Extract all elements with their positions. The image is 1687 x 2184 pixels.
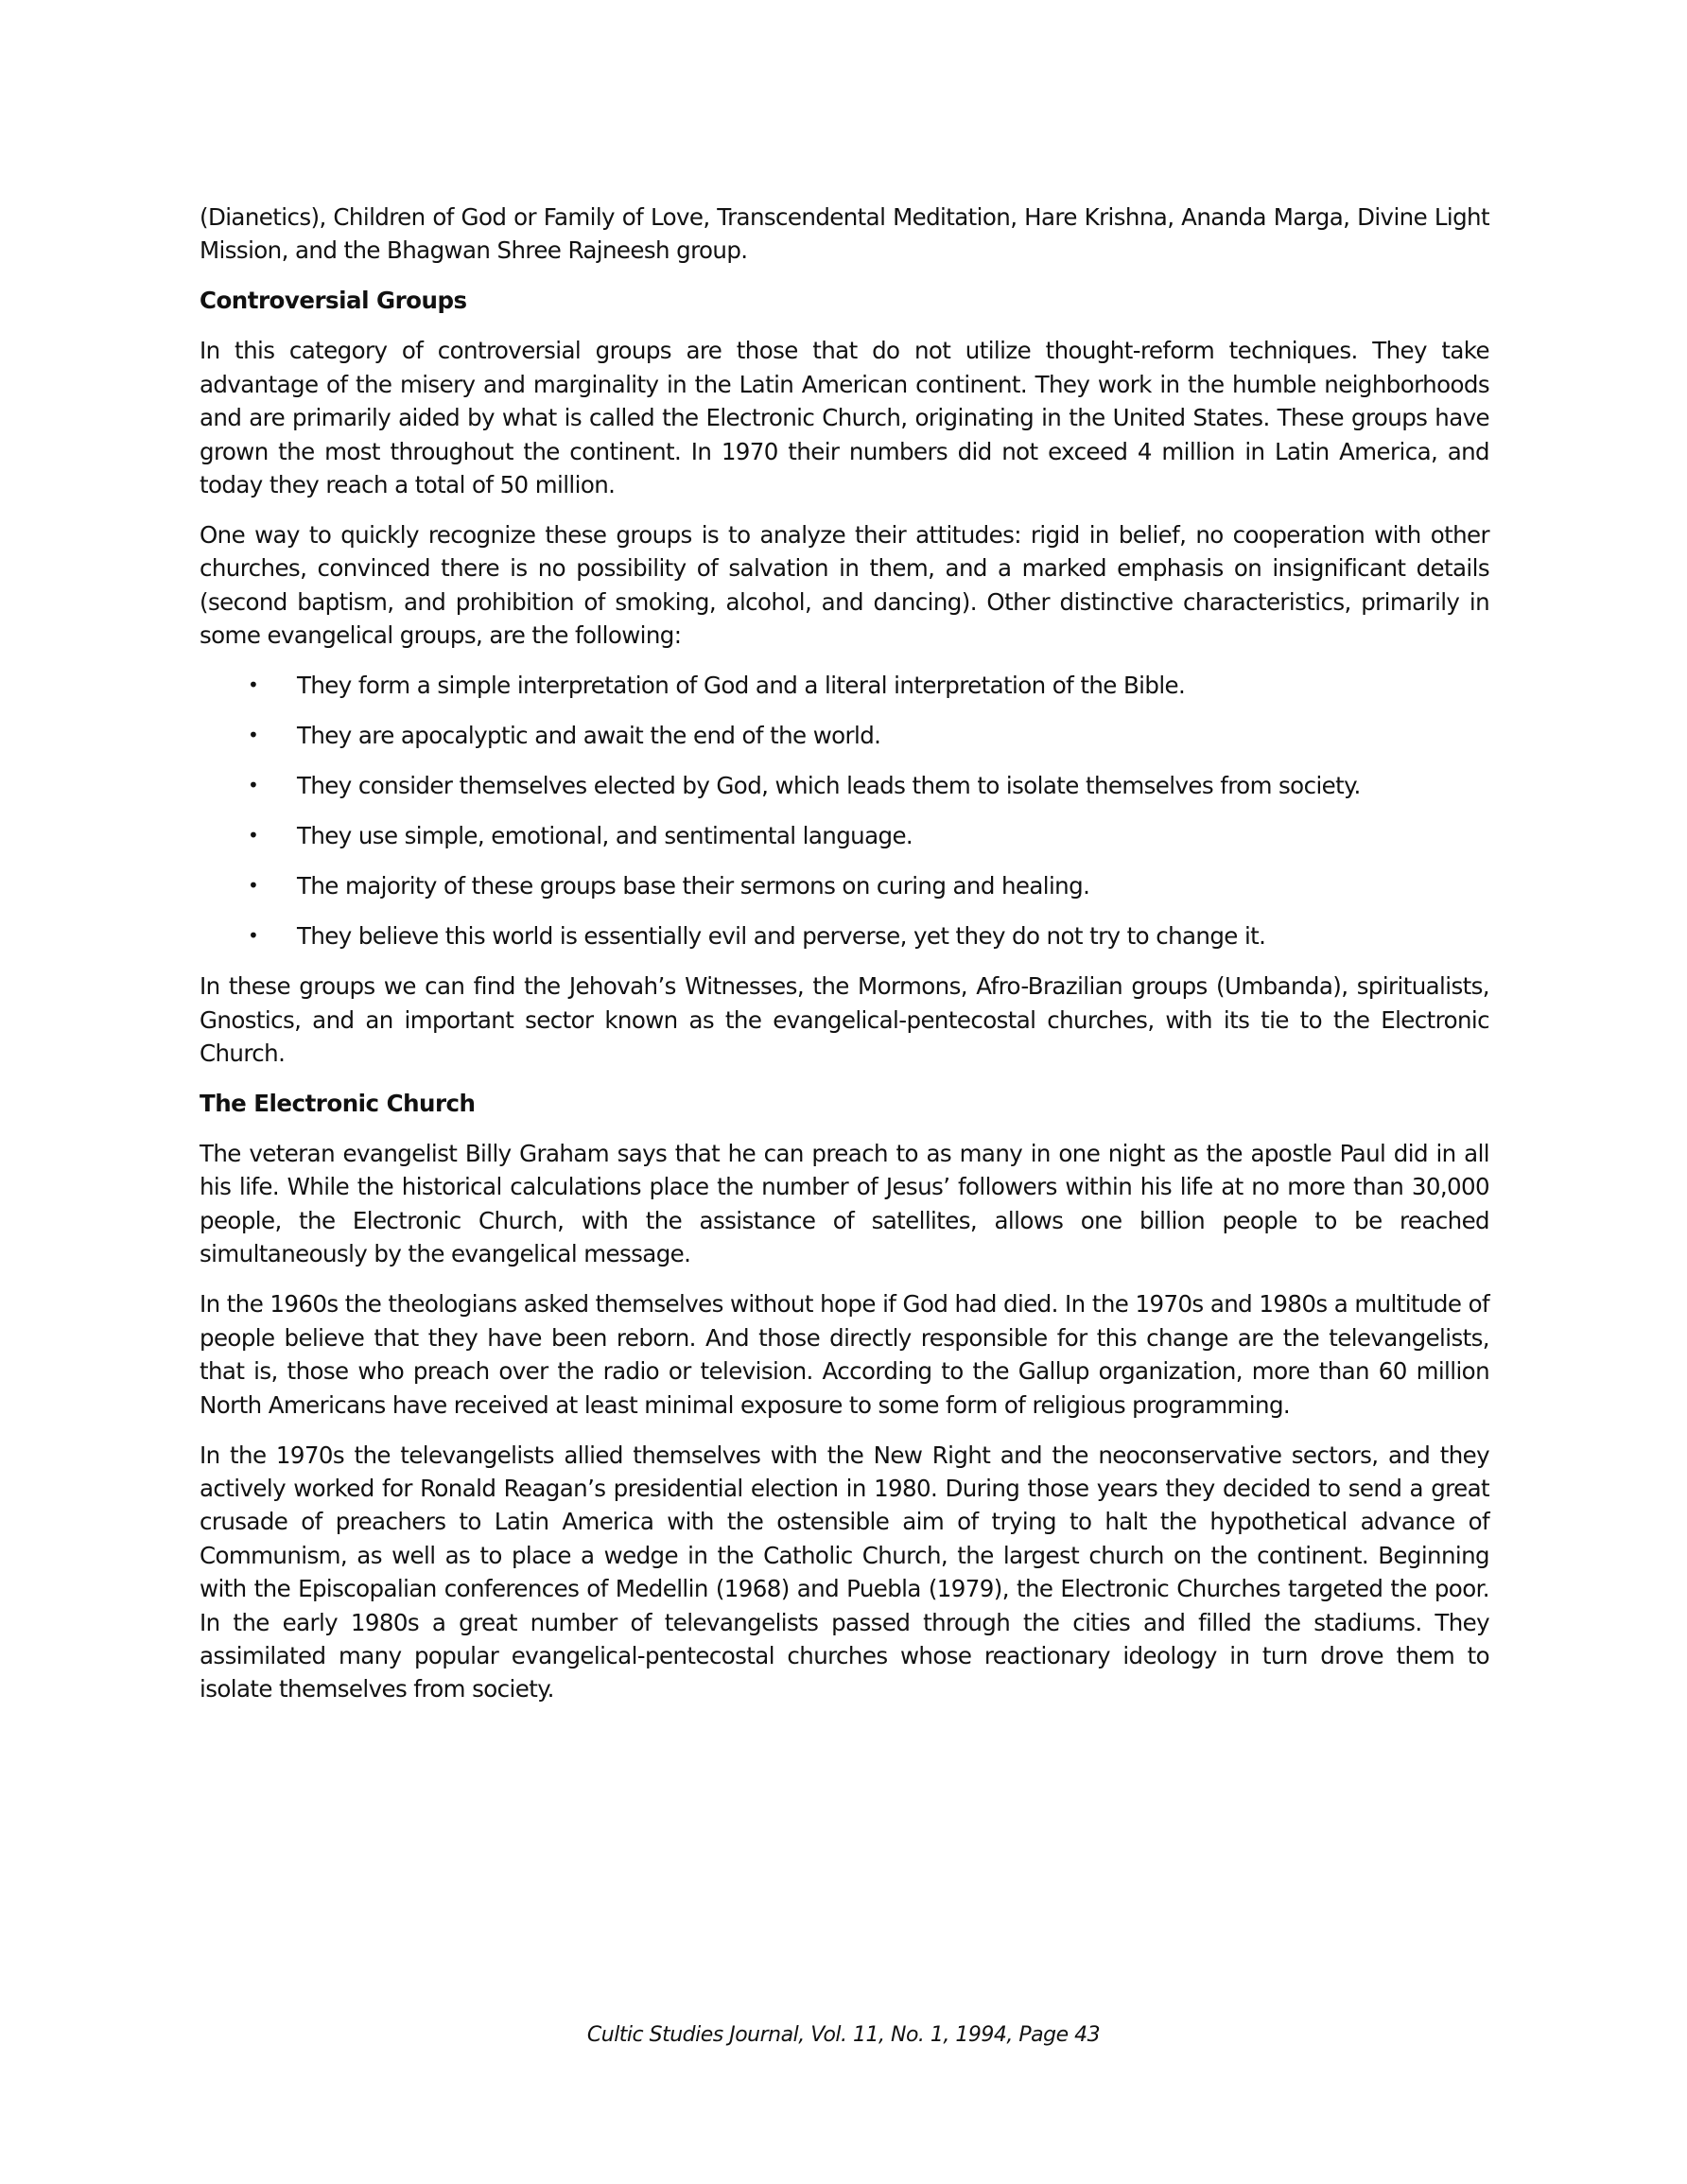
body-paragraph: In the 1960s the theologians asked themselves without hope if God had died. In the 1970s and 1980s a multitude of people believe that they have been reborn. And those directly responsible for this change are the televangelists, that is, those who preach over the radio or television. According to the Gallup organization, more than 60 million North Americans have received at least minimal exposure to some form of religious programming. — [200, 1290, 1489, 1419]
section-heading-controversial-groups: Controversial Groups — [200, 287, 467, 315]
bullet-icon: • — [248, 774, 259, 797]
body-paragraph: In the 1970s the televangelists allied themselves with the New Right and the neoconservative sectors, and they actively worked for Ronald Reagan’s presidential election in 1980. During those years they decided to send a great crusade of preachers to Latin America with the ostensible aim of trying to halt the hypothetical advance of Communism, as well as to place a wedge in the Catholic Church, the largest church on the continent. Beginning with the Episcopalian conferences of Medellin (1968) and Puebla (1979), the Electronic Churches targeted the poor. In the early 1980s a great number of televangelists passed through the cities and filled the stadiums. They assimilated many popular evangelical-pentecostal churches whose reactionary ideology in turn drove them to isolate themselves from society. — [200, 1441, 1489, 1704]
body-paragraph: The veteran evangelist Billy Graham says that he can preach to as many in one night as the apostle Paul did in all his life. While the historical calculations place the number of Jesus’ followers within his life at no more than 30,000 people, the Electronic Church, with the assistance of satellites, allows one billion people to be reached simultaneously by the evangelical message. — [200, 1140, 1489, 1268]
list-item-text: They form a simple interpretation of God and a literal interpretation of the Bible. — [297, 672, 1186, 700]
bullet-icon: • — [248, 924, 259, 948]
list-item-text: They use simple, emotional, and sentimental language. — [297, 822, 913, 850]
document-page — [200, 201, 1489, 1722]
list-item-text: They consider themselves elected by God, which leads them to isolate themselves from society. — [297, 772, 1361, 800]
section-heading-electronic-church: The Electronic Church — [200, 1090, 476, 1118]
body-paragraph: In this category of controversial groups are those that do not utilize thought-reform techniques. They take advantage of the misery and marginality in the Latin American continent. They work in the humble neighborhoods and are primarily aided by what is called the Electronic Church, originating in the United States. These groups have grown the most throughout the continent. In 1970 their numbers did not exceed 4 million in Latin America, and today they reach a total of 50 million. — [200, 337, 1489, 499]
bullet-icon: • — [248, 724, 259, 747]
list-item — [200, 819, 1489, 852]
bullet-icon: • — [248, 824, 259, 847]
body-paragraph: In these groups we can find the Jehovah’s Witnesses, the Mormons, Afro-Brazilian groups (Umbanda), spiritualists, Gnostics, and an important sector known as the evangelical-pentecostal churches, with its tie to the Electronic Church. — [200, 972, 1489, 1068]
characteristics-list — [200, 669, 1489, 952]
body-paragraph: One way to quickly recognize these groups is to analyze their attitudes: rigid in belief, no cooperation with other churches, convinced there is no possibility of salvation in them, and a marked emphasis on insignificant details (second baptism, and prohibition of smoking, alcohol, and dancing). Other distinctive characteristics, primarily in some evangelical groups, are the following: — [200, 521, 1489, 650]
list-item-text: They are apocalyptic and await the end of the world. — [297, 722, 881, 750]
list-item — [200, 669, 1489, 702]
page-footer: Cultic Studies Journal, Vol. 11, No. 1, 1994, Page 43 — [586, 2023, 1101, 2047]
bullet-icon: • — [248, 874, 259, 898]
bullet-icon: • — [248, 673, 259, 697]
list-item — [200, 919, 1489, 952]
list-item — [200, 769, 1489, 802]
intro-paragraph: (Dianetics), Children of God or Family of Love, Transcendental Meditation, Hare Krishna, Ananda Marga, Divine Light Mission, and the Bhagwan Shree Rajneesh group. — [200, 203, 1489, 265]
list-item — [200, 719, 1489, 752]
list-item — [200, 869, 1489, 902]
list-item-text: They believe this world is essentially evil and perverse, yet they do not try to change it. — [297, 922, 1266, 951]
list-item-text: The majority of these groups base their sermons on curing and healing. — [297, 872, 1090, 900]
